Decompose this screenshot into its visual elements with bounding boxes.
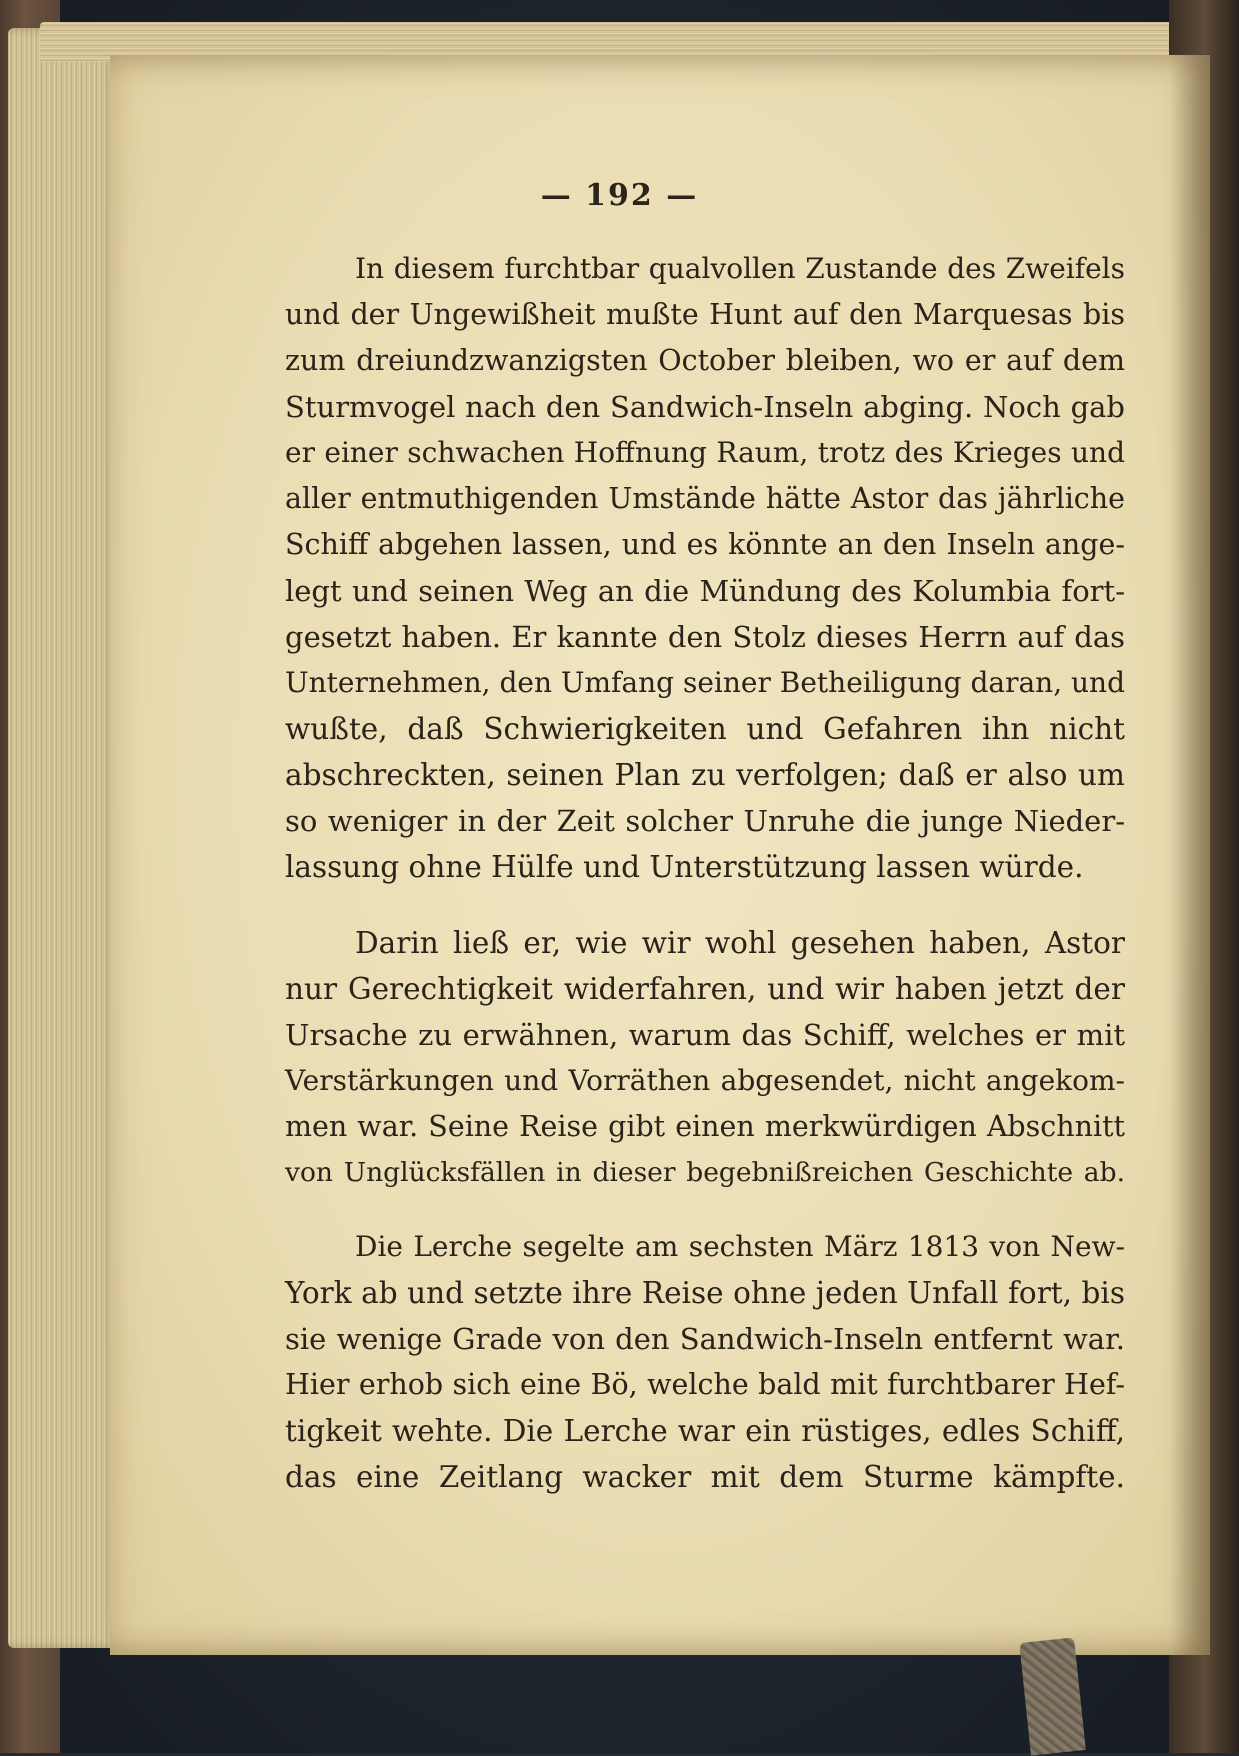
text-line: das eine Zeitlang wacker mit dem Sturme kämpfte. bbox=[285, 1460, 1125, 1494]
text-line: abschreckten, seinen Plan zu verfolgen; daß er also um bbox=[285, 758, 1125, 792]
paragraph-1 bbox=[285, 246, 1125, 890]
page-stack-left bbox=[8, 28, 118, 1648]
text-line: Die Lerche segelte am sechsten März 1813 von New- bbox=[355, 1230, 1125, 1263]
text-line: Sturmvogel nach den Sandwich-Inseln abging. Noch gab bbox=[285, 390, 1125, 424]
gutter-shadow bbox=[1170, 55, 1210, 1655]
text-line: Verstärkungen und Vorräthen abgesendet, nicht angekom- bbox=[285, 1064, 1125, 1097]
text-line: Ursache zu erwähnen, warum das Schiff, welches er mit bbox=[285, 1018, 1125, 1052]
text-line: sie wenige Grade von den Sandwich-Inseln entfernt war. bbox=[285, 1322, 1125, 1356]
text-line: wußte, daß Schwierigkeiten und Gefahren ihn nicht bbox=[285, 712, 1125, 746]
text-line: aller entmuthigenden Umstände hätte Astor das jährliche bbox=[285, 482, 1125, 515]
text-line: legt und seinen Weg an die Mündung des Kolumbia fort- bbox=[285, 574, 1125, 608]
page-number: — 192 — bbox=[540, 178, 699, 213]
text-line: von Unglücksfällen in dieser begebnißreichen Geschichte ab. bbox=[285, 1157, 1125, 1188]
text-line: und der Ungewißheit mußte Hunt auf den Marquesas bis bbox=[285, 298, 1125, 331]
paragraph-2 bbox=[285, 920, 1125, 1196]
text-line: lassung ohne Hülfe und Unterstützung lassen würde. bbox=[285, 850, 1084, 884]
bookmark-ribbon bbox=[1019, 1637, 1086, 1755]
text-line: men war. Seine Reise gibt einen merkwürdigen Abschnitt bbox=[285, 1110, 1125, 1143]
text-line: Darin ließ er, wie wir wohl gesehen haben, Astor bbox=[355, 926, 1125, 960]
text-line: In diesem furchtbar qualvollen Zustande des Zweifels bbox=[355, 252, 1125, 285]
text-line: so weniger in der Zeit solcher Unruhe die junge Nieder- bbox=[285, 804, 1125, 838]
text-line: zum dreiundzwanzigsten October bleiben, wo er auf dem bbox=[285, 344, 1125, 377]
text-line: Unternehmen, den Umfang seiner Betheiligung daran, und bbox=[285, 666, 1125, 699]
text-line: Schiff abgehen lassen, und es könnte an den Inseln ange- bbox=[285, 528, 1125, 561]
text-line: gesetzt haben. Er kannte den Stolz dieses Herrn auf das bbox=[285, 620, 1125, 654]
text-line: Hier erhob sich eine Bö, welche bald mit furchtbarer Hef- bbox=[285, 1368, 1125, 1401]
text-line: tigkeit wehte. Die Lerche war ein rüstiges, edles Schiff, bbox=[285, 1414, 1125, 1448]
paragraph-3 bbox=[285, 1224, 1125, 1500]
text-line: er einer schwachen Hoffnung Raum, trotz des Krieges und bbox=[285, 436, 1125, 469]
text-line: nur Gerechtigkeit widerfahren, und wir haben jetzt der bbox=[285, 972, 1125, 1006]
text-line: York ab und setzte ihre Reise ohne jeden Unfall fort, bis bbox=[285, 1276, 1125, 1310]
